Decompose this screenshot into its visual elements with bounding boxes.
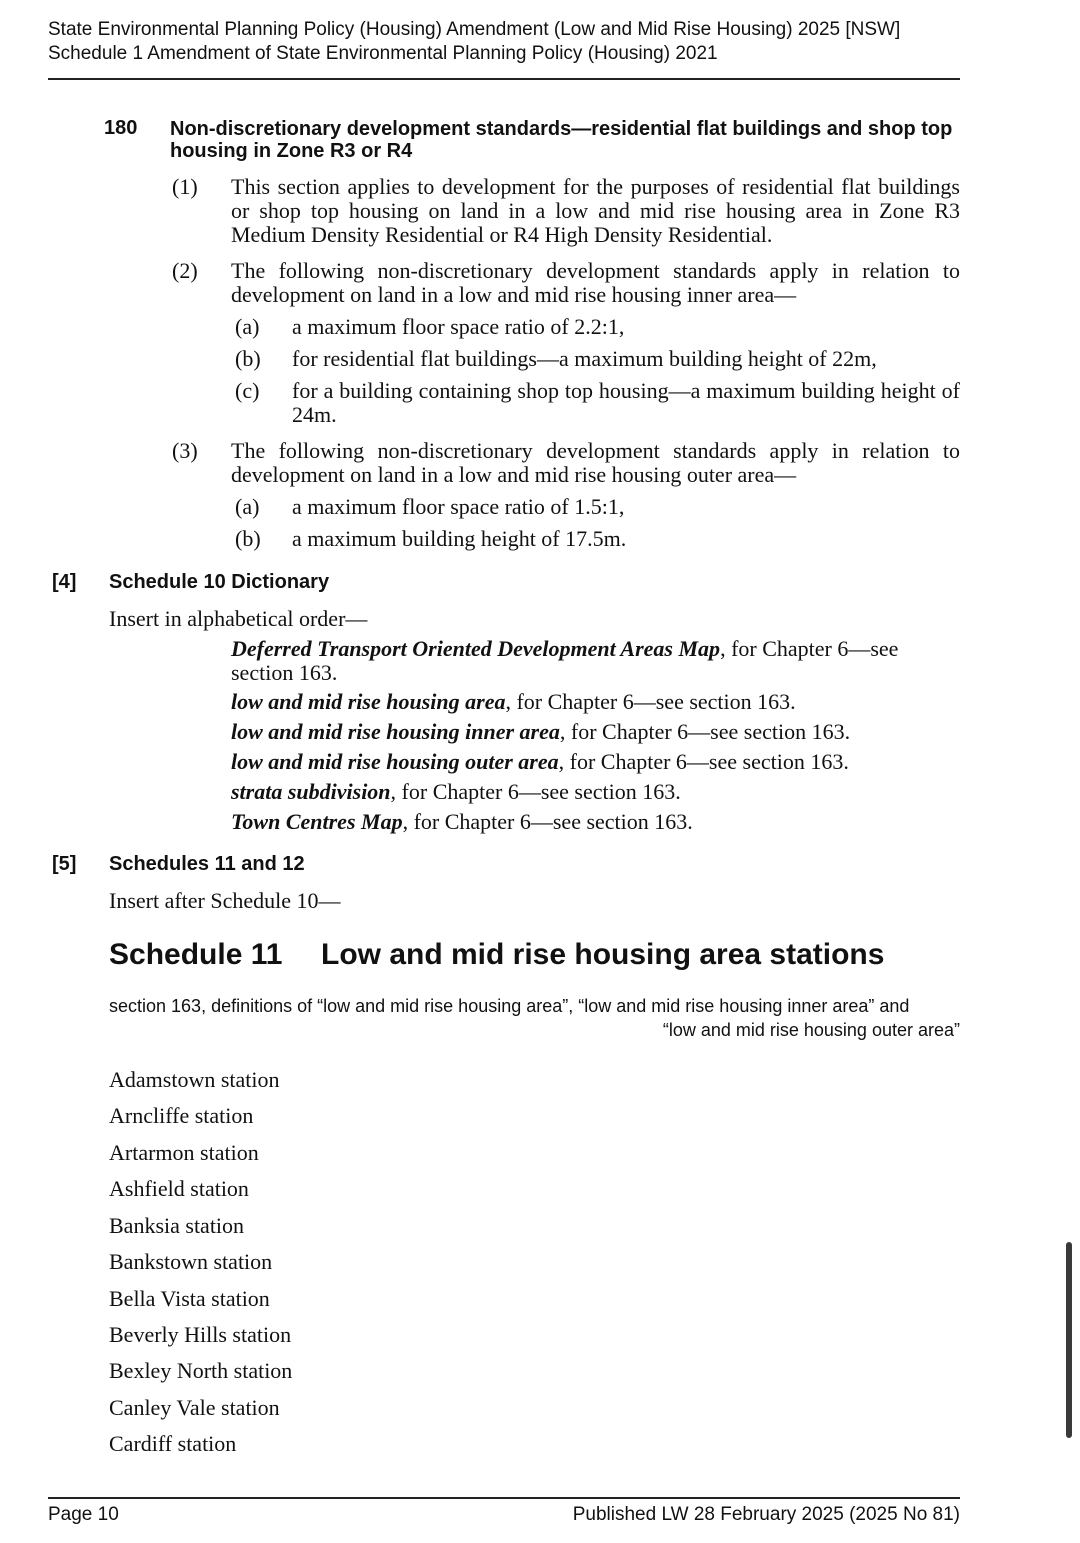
vertical-scrollbar[interactable] [1066, 1242, 1072, 1438]
station-list-item: Adamstown station [109, 1067, 280, 1092]
paragraph-3a-number: (a) [235, 494, 260, 519]
subsection-2-text: The following non-discretionary development standards apply in relation to development on land in a low and mid rise housing inner area— [231, 258, 960, 307]
station-list-item: Banksia station [109, 1213, 245, 1238]
subsection-1-text: This section applies to development for the purposes of residential flat buildings or shop top housing on land in a low and mid rise housing area in Zone R3 Medium Density Residential or R4 High Density Residential. [231, 174, 960, 247]
station-list-item: Arncliffe station [109, 1103, 254, 1128]
subsection-2-number: (2) [172, 258, 198, 283]
paragraph-3a-text: a maximum floor space ratio of 1.5:1, [292, 494, 625, 519]
header-schedule: Schedule 1 Amendment of State Environmental Planning Policy (Housing) 2021 [48, 43, 718, 64]
item-5-instruction: Insert after Schedule 10— [109, 888, 341, 913]
definition-term: Town Centres Map [231, 809, 403, 834]
station-list-item: Bexley North station [109, 1358, 293, 1383]
item-5-heading: Schedules 11 and 12 [109, 853, 305, 875]
station-list-item: Beverly Hills station [109, 1322, 292, 1347]
definition [231, 720, 960, 744]
subsection-3-text: The following non-discretionary development standards apply in relation to development on land in a low and mid rise housing outer area— [231, 438, 960, 487]
section-title: Non-discretionary development standards—residential flat buildings and shop top housing in Zone R3 or R4 [170, 118, 953, 162]
schedule-title: Low and mid rise housing area stations [321, 938, 885, 971]
paragraph-2a-number: (a) [235, 314, 260, 339]
station-list-item: Bella Vista station [109, 1286, 270, 1311]
definition-text: , for Chapter 6—see section 163. [505, 689, 796, 714]
station-list-item: Canley Vale station [109, 1395, 280, 1420]
paragraph-2a-text: a maximum floor space ratio of 2.2:1, [292, 314, 625, 339]
publication-info: Published LW 28 February 2025 (2025 No 81) [572, 1504, 960, 1525]
definition-text: , for Chapter 6—see section 163. [558, 749, 849, 774]
paragraph-2b-text: for residential flat buildings—a maximum building height of 22m, [292, 346, 877, 371]
subsection-3-number: (3) [172, 438, 198, 463]
definition-text: , for Chapter 6—see section 163. [390, 779, 681, 804]
paragraph-2c-text: for a building containing shop top housing—a maximum building height of 24m. [292, 378, 960, 427]
definition-text: , for Chapter 6—see section 163. [402, 809, 693, 834]
paragraph-2b-number: (b) [235, 346, 261, 371]
paragraph-3b-number: (b) [235, 526, 261, 551]
header-rule [48, 78, 960, 80]
definition [231, 637, 960, 685]
definition [231, 690, 960, 714]
schedule-label: Schedule 11 [109, 938, 283, 971]
station-list-item: Cardiff station [109, 1431, 237, 1456]
schedule-reference-line1: section 163, definitions of “low and mid rise housing area”, “low and mid rise housing inner area” and [109, 996, 910, 1016]
item-4-instruction: Insert in alphabetical order— [109, 606, 368, 631]
subsection-1-number: (1) [172, 174, 198, 199]
page-number: Page 10 [48, 1504, 119, 1525]
item-4-heading: Schedule 10 Dictionary [109, 571, 330, 593]
paragraph-3b-text: a maximum building height of 17.5m. [292, 526, 627, 551]
item-4-number: [4] [52, 571, 77, 593]
definition [231, 780, 960, 804]
footer-rule [48, 1497, 960, 1499]
definition-text: , for Chapter 6—see section 163. [559, 719, 851, 744]
paragraph-2c-number: (c) [235, 378, 260, 403]
section-number: 180 [104, 117, 138, 139]
station-list-item: Bankstown station [109, 1249, 273, 1274]
definition-term: strata subdivision [231, 779, 391, 804]
header-title: State Environmental Planning Policy (Housing) Amendment (Low and Mid Rise Housing) 2025 [NSW] [48, 19, 901, 40]
definition-text: , for Chapter 6—see section 163. [231, 636, 899, 685]
station-list-item: Ashfield station [109, 1176, 249, 1201]
definition-term: low and mid rise housing inner area [231, 719, 560, 744]
schedule-reference-line2: “low and mid rise housing outer area” [662, 1020, 960, 1040]
definition-term: low and mid rise housing outer area [231, 749, 559, 774]
definition-term: Deferred Transport Oriented Development Areas Map [231, 636, 721, 661]
definition [231, 750, 960, 774]
definition-term: low and mid rise housing area [231, 689, 506, 714]
definition [231, 810, 960, 834]
item-5-number: [5] [52, 853, 77, 875]
station-list-item: Artarmon station [109, 1140, 259, 1165]
